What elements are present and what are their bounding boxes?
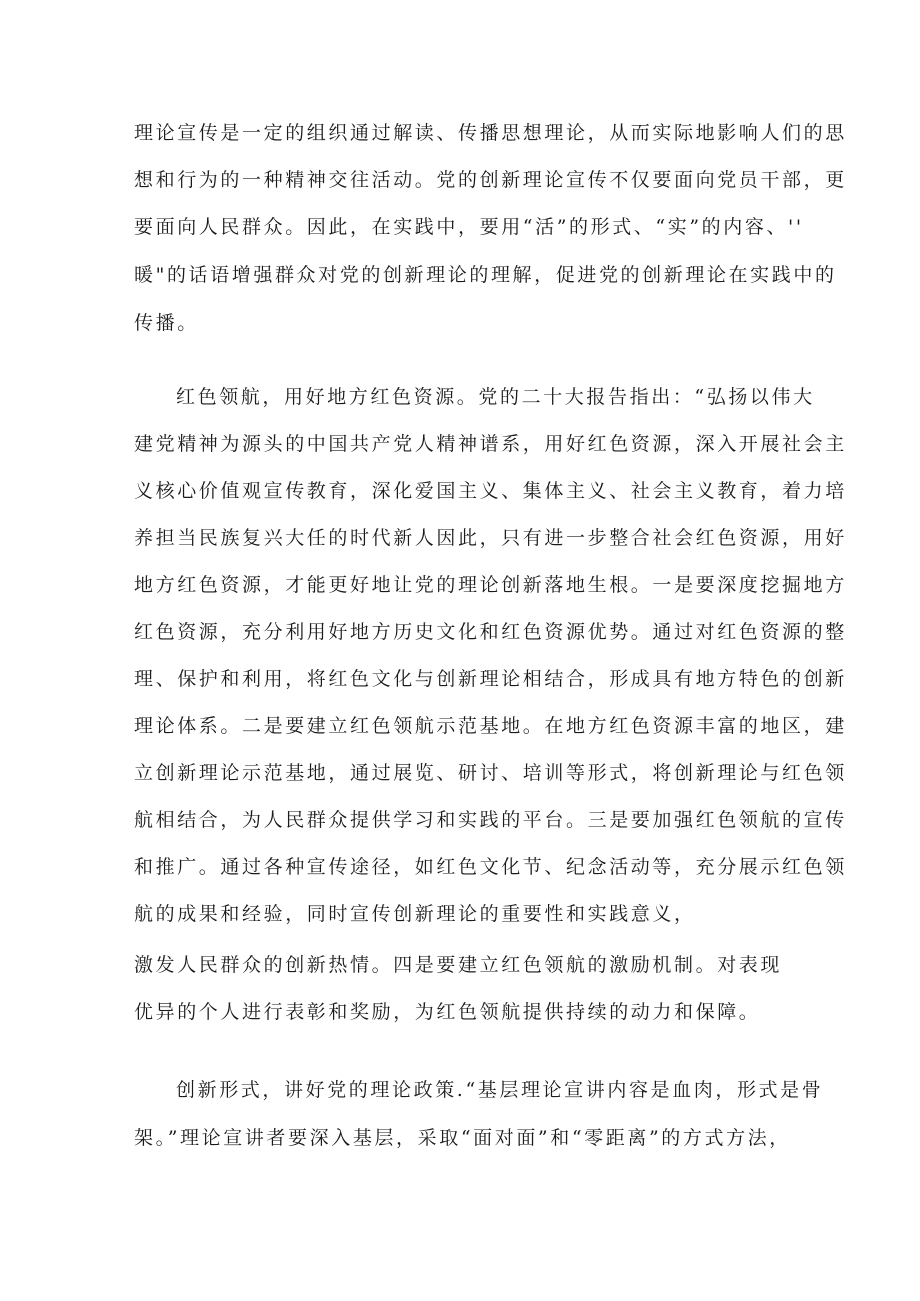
text-line: 和推广。通过各种宣传途径，如红色文化节、纪念活动等，充分展示红色领 <box>134 856 847 878</box>
text-line: 红色资源，充分利用好地方历史文化和红色资源优势。通过对红色资源的整 <box>134 621 847 643</box>
text-line: 立创新理论示范基地，通过展览、研讨、培训等形式，将创新理论与红色领 <box>134 762 847 784</box>
text-line: 义核心价值观宣传教育，深化爱国主义、集体主义、社会主义教育，着力培 <box>134 480 847 502</box>
text-line: 建党精神为源头的中国共产党人精神谱系，用好红色资源，深入开展社会主 <box>134 433 847 455</box>
text-line: 养担当民族复兴大任的时代新人因此，只有进一步整合社会红色资源，用好 <box>134 527 847 549</box>
text-line: 创新形式，讲好党的理论政策.“基层理论宣讲内容是血肉，形式是骨 <box>176 1079 824 1101</box>
text-line: 地方红色资源，才能更好地让党的理论创新落地生根。一是要深度挖掘地方 <box>134 574 847 596</box>
text-line: 理、保护和利用，将红色文化与创新理论相结合，形成具有地方特色的创新 <box>134 668 847 690</box>
text-line: 暖"的话语增强群众对党的创新理论的理解，促进党的创新理论在实践中的 <box>134 264 837 286</box>
text-line: 激发人民群众的创新热情。四是要建立红色领航的激励机制。对表现 <box>134 954 783 976</box>
text-line: 传播。 <box>134 312 199 334</box>
text-line: 优异的个人进行表彰和奖励，为红色领航提供持续的动力和保障。 <box>134 1001 761 1023</box>
text-line: 航的成果和经验，同时宣传创新理论的重要性和实践意义， <box>134 903 696 925</box>
text-line: 要面向人民群众。因此，在实践中，要用“活”的形式、“实”的内容、'' <box>134 216 804 238</box>
text-line: 理论体系。二是要建立红色领航示范基地。在地方红色资源丰富的地区，建 <box>134 715 847 737</box>
text-line: 航相结合，为人民群众提供学习和实践的平台。三是要加强红色领航的宣传 <box>134 809 847 831</box>
text-line: 架。”理论宣讲者要深入基层，采取“面对面”和“零距离”的方式方法， <box>134 1127 791 1149</box>
text-line: 红色领航，用好地方红色资源。党的二十大报告指出：“弘扬以伟大 <box>176 386 815 408</box>
text-line: 理论宣传是一定的组织通过解读、传播思想理论，从而实际地影响人们的思 <box>134 122 847 144</box>
text-line: 想和行为的一种精神交往活动。党的创新理论宣传不仅要面向党员干部，更 <box>134 169 847 191</box>
